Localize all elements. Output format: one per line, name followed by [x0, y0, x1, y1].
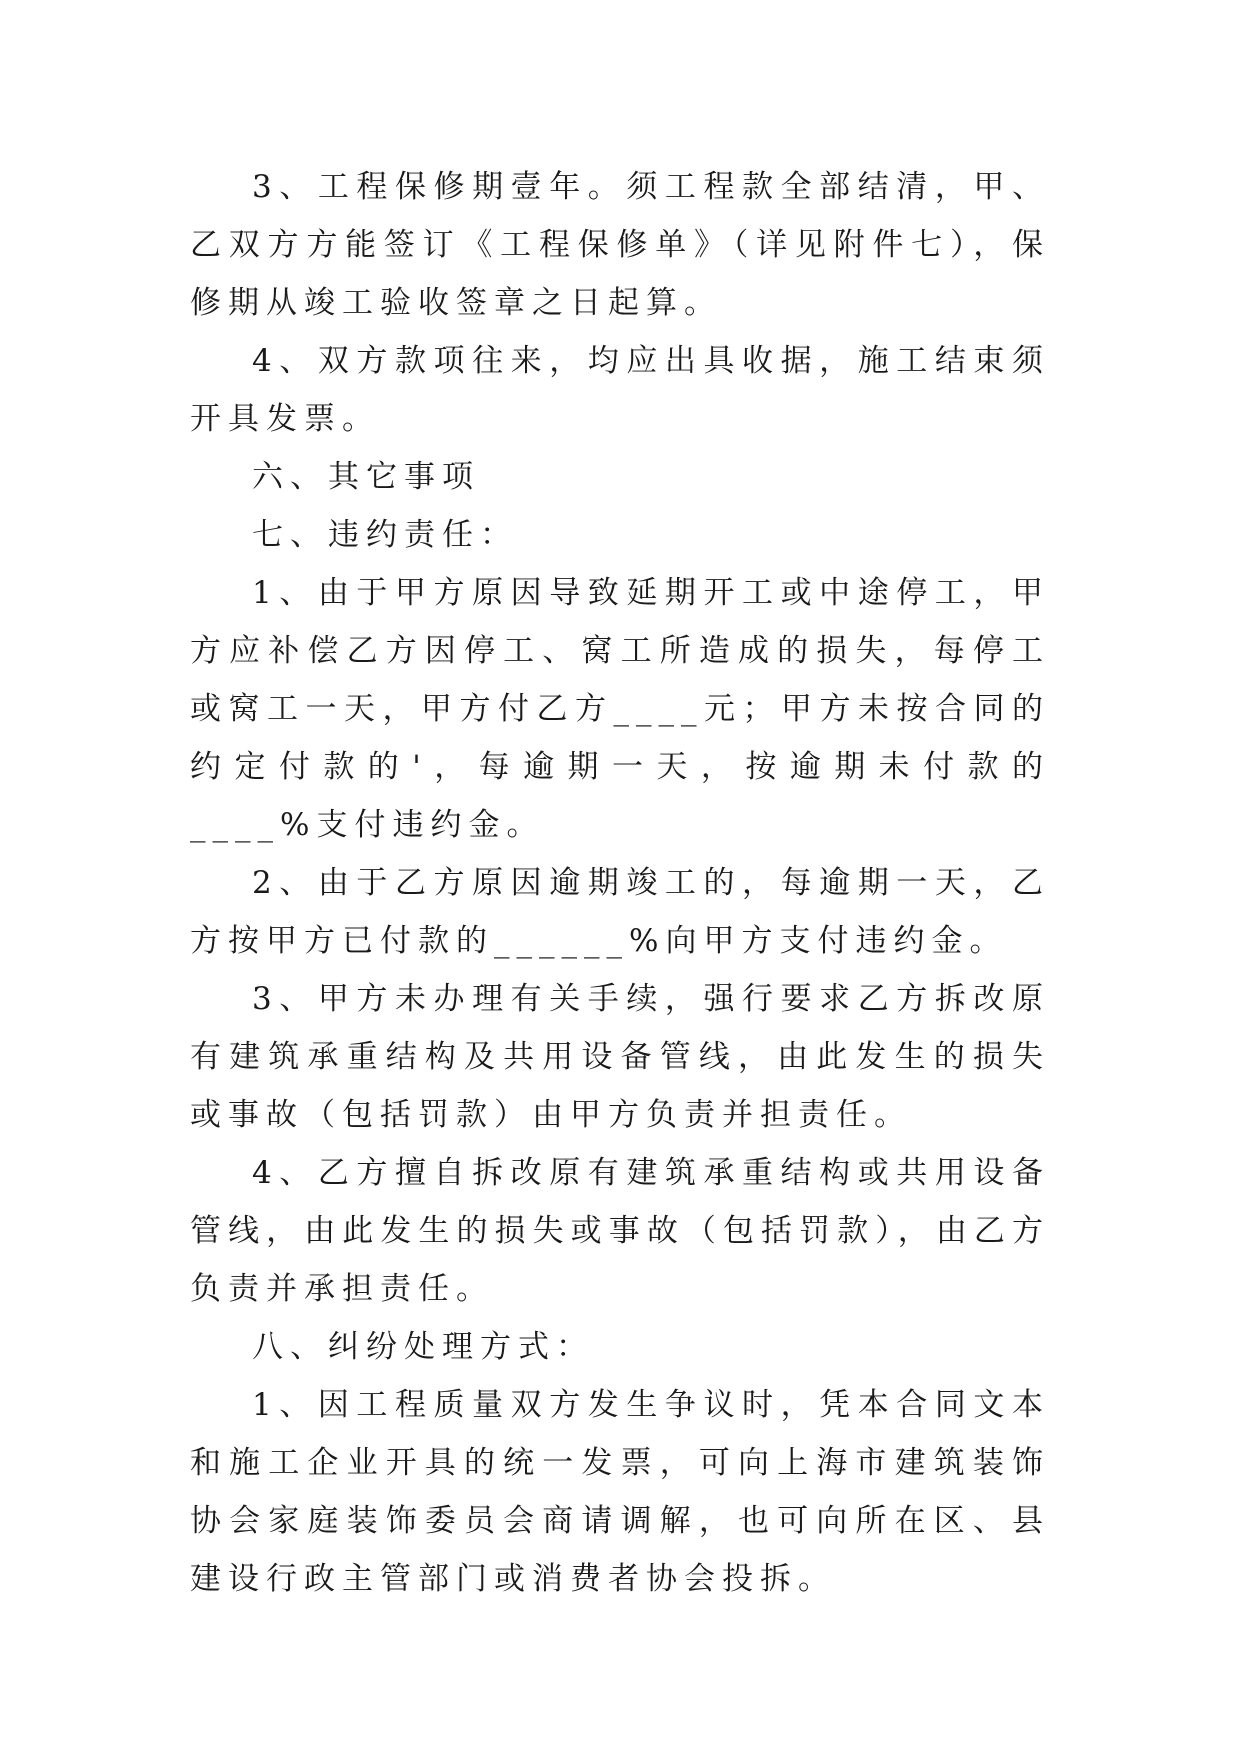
section-heading-other-matters: 六、其它事项 — [252, 459, 480, 495]
clause-dispute-mediation: 1、因工程质量双方发生争议时，凭本合同文本和施工企业开具的统一发票，可向上海市建筑装饰协会家庭装饰委员会商请调解，也可向所在区、县建设行政主管部门或消费者协会投拆。 — [190, 1387, 1050, 1597]
document-body — [190, 158, 1050, 1608]
clause-party-b-delay: 2、由于乙方原因逾期竣工的，每逾期一天，乙方按甲方已付款的______%向甲方支付违约金。 — [190, 865, 1050, 959]
section-heading-liability: 七、违约责任： — [252, 517, 518, 553]
clause-party-b-alteration: 4、乙方擅自拆改原有建筑承重结构或共用设备管线，由此发生的损失或事故（包括罚款），由乙方负责并承担责任。 — [190, 1155, 1050, 1307]
clause-warranty-period: 3、工程保修期壹年。须工程款全部结清，甲、乙双方方能签订《工程保修单》（详见附件七），保修期从竣工验收签章之日起算。 — [190, 169, 1050, 321]
section-heading-dispute: 八、纠纷处理方式： — [252, 1329, 594, 1365]
clause-receipts-invoices: 4、双方款项往来，均应出具收据，施工结束须开具发票。 — [190, 343, 1050, 437]
clause-party-a-delay: 1、由于甲方原因导致延期开工或中途停工，甲方应补偿乙方因停工、窝工所造成的损失，每停工或窝工一天，甲方付乙方____元；甲方未按合同的约定付款的'，每逾期一天，按逾期未付款的____%支付违约金。 — [190, 575, 1050, 843]
clause-party-a-alteration: 3、甲方未办理有关手续，强行要求乙方拆改原有建筑承重结构及共用设备管线，由此发生的损失或事故（包括罚款）由甲方负责并担责任。 — [190, 981, 1050, 1133]
